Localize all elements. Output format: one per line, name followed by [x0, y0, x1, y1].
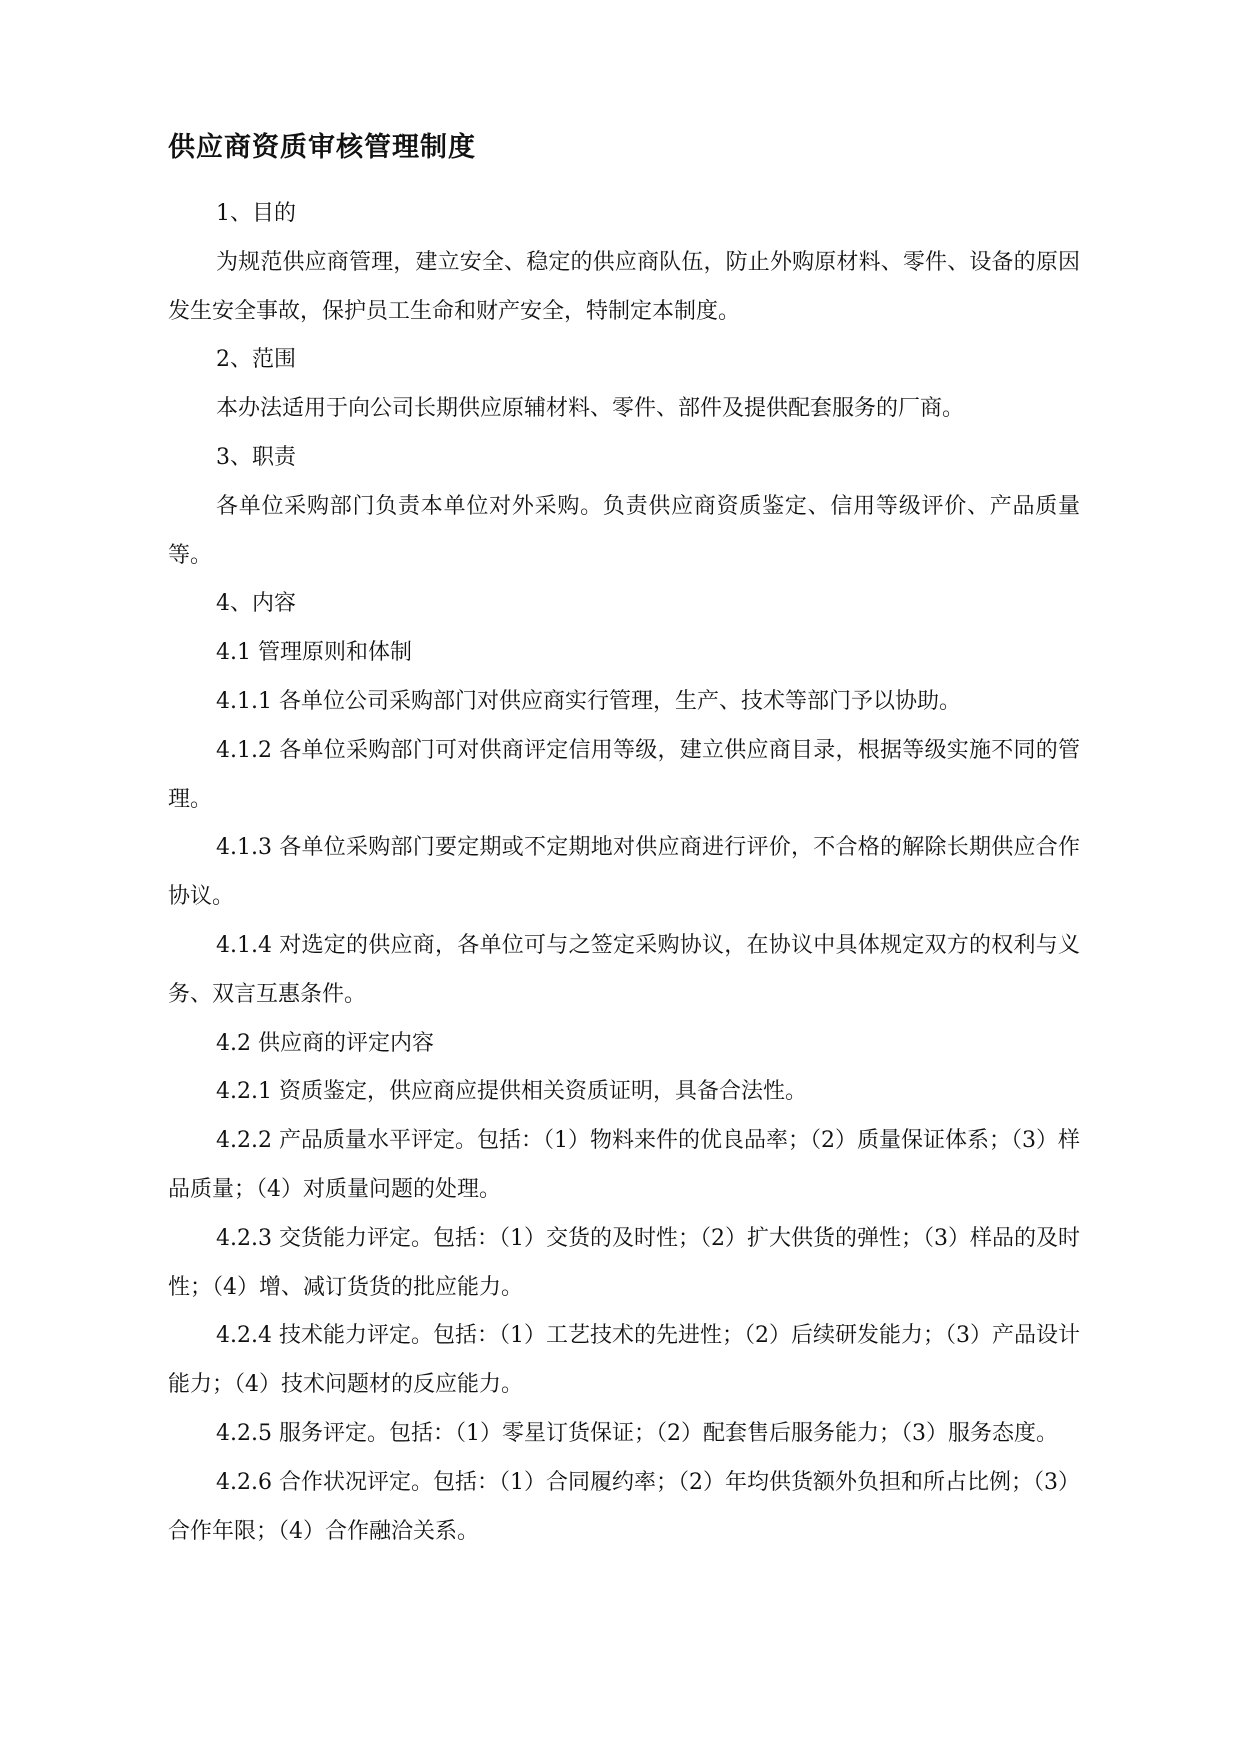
- section-heading-duties: 3、职责: [216, 444, 296, 470]
- clause-4-1-2: 4.1.2 各单位采购部门可对供商评定信用等级，建立供应商目录，根据等级实施不同的管理。: [168, 737, 1080, 812]
- clause-4-1-4: 4.1.4 对选定的供应商，各单位可与之签定采购协议，在协议中具体规定双方的权利与义务、双言互惠条件。: [168, 932, 1080, 1007]
- document-title: 供应商资质审核管理制度: [168, 132, 476, 163]
- paragraph-duties: 各单位采购部门负责本单位对外采购。负责供应商资质鉴定、信用等级评价、产品质量等。: [168, 493, 1080, 568]
- clause-4-1-3: 4.1.3 各单位采购部门要定期或不定期地对供应商进行评价，不合格的解除长期供应合作协议。: [168, 835, 1080, 910]
- subsection-heading-4-2: 4.2 供应商的评定内容: [216, 1030, 434, 1056]
- clause-4-2-6: 4.2.6 合作状况评定。包括：（1）合同履约率；（2）年均供货额外负担和所占比例；（3）合作年限；（4）合作融洽关系。: [168, 1469, 1080, 1544]
- section-heading-scope: 2、范围: [216, 347, 296, 373]
- section-heading-content: 4、内容: [216, 591, 296, 617]
- paragraph-scope: 本办法适用于向公司长期供应原辅材料、零件、部件及提供配套服务的厂商。: [216, 396, 965, 422]
- clause-4-2-4: 4.2.4 技术能力评定。包括：（1）工艺技术的先进性；（2）后续研发能力；（3）产品设计能力；（4）技术问题材的反应能力。: [168, 1323, 1080, 1398]
- subsection-heading-4-1: 4.1 管理原则和体制: [216, 640, 412, 666]
- clause-4-2-1: 4.2.1 资质鉴定，供应商应提供相关资质证明，具备合法性。: [216, 1079, 807, 1105]
- paragraph-purpose: 为规范供应商管理，建立安全、稳定的供应商队伍，防止外购原材料、零件、设备的原因发生安全事故，保护员工生命和财产安全，特制定本制度。: [168, 249, 1080, 324]
- clause-4-2-2: 4.2.2 产品质量水平评定。包括：（1）物料来件的优良品率；（2）质量保证体系；（3）样品质量；（4）对质量问题的处理。: [168, 1128, 1080, 1202]
- section-heading-purpose: 1、目的: [216, 201, 296, 226]
- document-body: [168, 190, 1080, 1556]
- clause-4-1-1: 4.1.1 各单位公司采购部门对供应商实行管理，生产、技术等部门予以协助。: [216, 688, 961, 714]
- clause-4-2-5: 4.2.5 服务评定。包括：（1）零星订货保证；（2）配套售后服务能力；（3）服务态度。: [216, 1420, 1058, 1446]
- clause-4-2-3: 4.2.3 交货能力评定。包括：（1）交货的及时性；（2）扩大供货的弹性；（3）样品的及时性；（4）增、减订货货的批应能力。: [168, 1225, 1080, 1300]
